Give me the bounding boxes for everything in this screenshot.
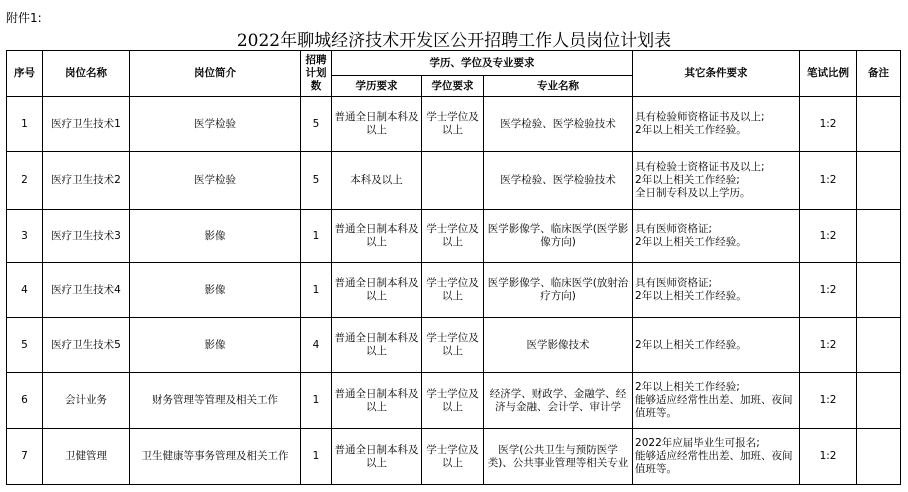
cell-post-name: 医疗卫生技术2 [43,152,130,210]
header-plan: 招聘计划数 [301,51,332,97]
cell-remark [857,210,901,263]
cell-degree: 学士学位及以上 [422,429,484,485]
cell-degree: 学士学位及以上 [422,97,484,152]
cell-post-name: 医疗卫生技术3 [43,210,130,263]
cell-degree: 学士学位及以上 [422,263,484,318]
cell-major: 医学检验、医学检验技术 [484,152,633,210]
cell-plan: 1 [301,210,332,263]
cell-post-name: 医疗卫生技术5 [43,318,130,373]
cell-remark [857,97,901,152]
cell-ratio: 1:2 [800,97,857,152]
cell-post-name: 医疗卫生技术4 [43,263,130,318]
cell-edu: 本科及以上 [332,152,422,210]
cell-major: 医学(公共卫生与预防医学类)、公共事业管理等相关专业 [484,429,633,485]
cell-post-intro: 财务管理等管理及相关工作 [130,373,301,429]
header-edu-group: 学历、学位及专业要求 [332,51,633,76]
table-row [7,429,901,485]
cell-plan: 1 [301,263,332,318]
cell-seq: 6 [7,373,43,429]
header-post-name: 岗位名称 [43,51,130,97]
table-row [7,210,901,263]
cell-ratio: 1:2 [800,210,857,263]
cell-post-name: 医疗卫生技术1 [43,97,130,152]
cell-other: 具有检验士资格证书及以上; 2年以上相关工作经验; 全日制专科及以上学历。 [633,152,800,210]
cell-seq: 7 [7,429,43,485]
table-row [7,263,901,318]
cell-other: 具有医师资格证; 2年以上相关工作经验。 [633,210,800,263]
cell-edu: 普通全日制本科及以上 [332,210,422,263]
cell-plan: 5 [301,97,332,152]
cell-edu: 普通全日制本科及以上 [332,373,422,429]
cell-major: 经济学、财政学、金融学、经济与金融、会计学、审计学 [484,373,633,429]
page-title: 2022年聊城经济技术开发区公开招聘工作人员岗位计划表 [236,31,672,51]
cell-plan: 5 [301,152,332,210]
cell-other: 2年以上相关工作经验; 能够适应经常性出差、加班、夜间值班等。 [633,373,800,429]
cell-other: 2年以上相关工作经验。 [633,318,800,373]
cell-seq: 5 [7,318,43,373]
cell-remark [857,429,901,485]
cell-post-intro: 医学检验 [130,97,301,152]
cell-seq: 1 [7,97,43,152]
cell-remark [857,152,901,210]
cell-plan: 1 [301,429,332,485]
cell-post-intro: 医学检验 [130,152,301,210]
cell-remark [857,373,901,429]
cell-degree: 学士学位及以上 [422,210,484,263]
cell-degree: 学士学位及以上 [422,318,484,373]
header-major: 专业名称 [484,76,633,97]
cell-ratio: 1:2 [800,318,857,373]
annex-label: 附件1: [6,11,42,25]
cell-post-name: 卫健管理 [43,429,130,485]
cell-major: 医学检验、医学检验技术 [484,97,633,152]
table-row [7,318,901,373]
cell-seq: 4 [7,263,43,318]
cell-ratio: 1:2 [800,429,857,485]
cell-ratio: 1:2 [800,373,857,429]
cell-ratio: 1:2 [800,263,857,318]
cell-remark [857,318,901,373]
cell-plan: 1 [301,373,332,429]
table-row [7,97,901,152]
cell-other: 具有检验师资格证书及以上; 2年以上相关工作经验。 [633,97,800,152]
header-ratio: 笔试比例 [800,51,857,97]
cell-edu: 普通全日制本科及以上 [332,318,422,373]
table-row [7,373,901,429]
recruitment-table [6,50,901,485]
cell-other: 2022年应届毕业生可报名; 能够适应经常性出差、加班、夜间值班等。 [633,429,800,485]
header-seq: 序号 [7,51,43,97]
header-degree: 学位要求 [422,76,484,97]
cell-major: 医学影像学、临床医学(放射治疗方向) [484,263,633,318]
cell-edu: 普通全日制本科及以上 [332,263,422,318]
header-remark: 备注 [857,51,901,97]
cell-edu: 普通全日制本科及以上 [332,97,422,152]
cell-plan: 4 [301,318,332,373]
cell-seq: 3 [7,210,43,263]
cell-degree [422,152,484,210]
cell-other: 具有医师资格证; 2年以上相关工作经验。 [633,263,800,318]
cell-major: 医学影像学、临床医学(医学影像方向) [484,210,633,263]
header-post-intro: 岗位简介 [130,51,301,97]
table-row [7,152,901,210]
header-other: 其它条件要求 [633,51,800,97]
cell-edu: 普通全日制本科及以上 [332,429,422,485]
header-edu: 学历要求 [332,76,422,97]
cell-post-name: 会计业务 [43,373,130,429]
cell-seq: 2 [7,152,43,210]
cell-post-intro: 影像 [130,263,301,318]
cell-post-intro: 影像 [130,210,301,263]
cell-post-intro: 卫生健康等事务管理及相关工作 [130,429,301,485]
cell-degree: 学士学位及以上 [422,373,484,429]
cell-major: 医学影像技术 [484,318,633,373]
cell-ratio: 1:2 [800,152,857,210]
cell-remark [857,263,901,318]
cell-post-intro: 影像 [130,318,301,373]
